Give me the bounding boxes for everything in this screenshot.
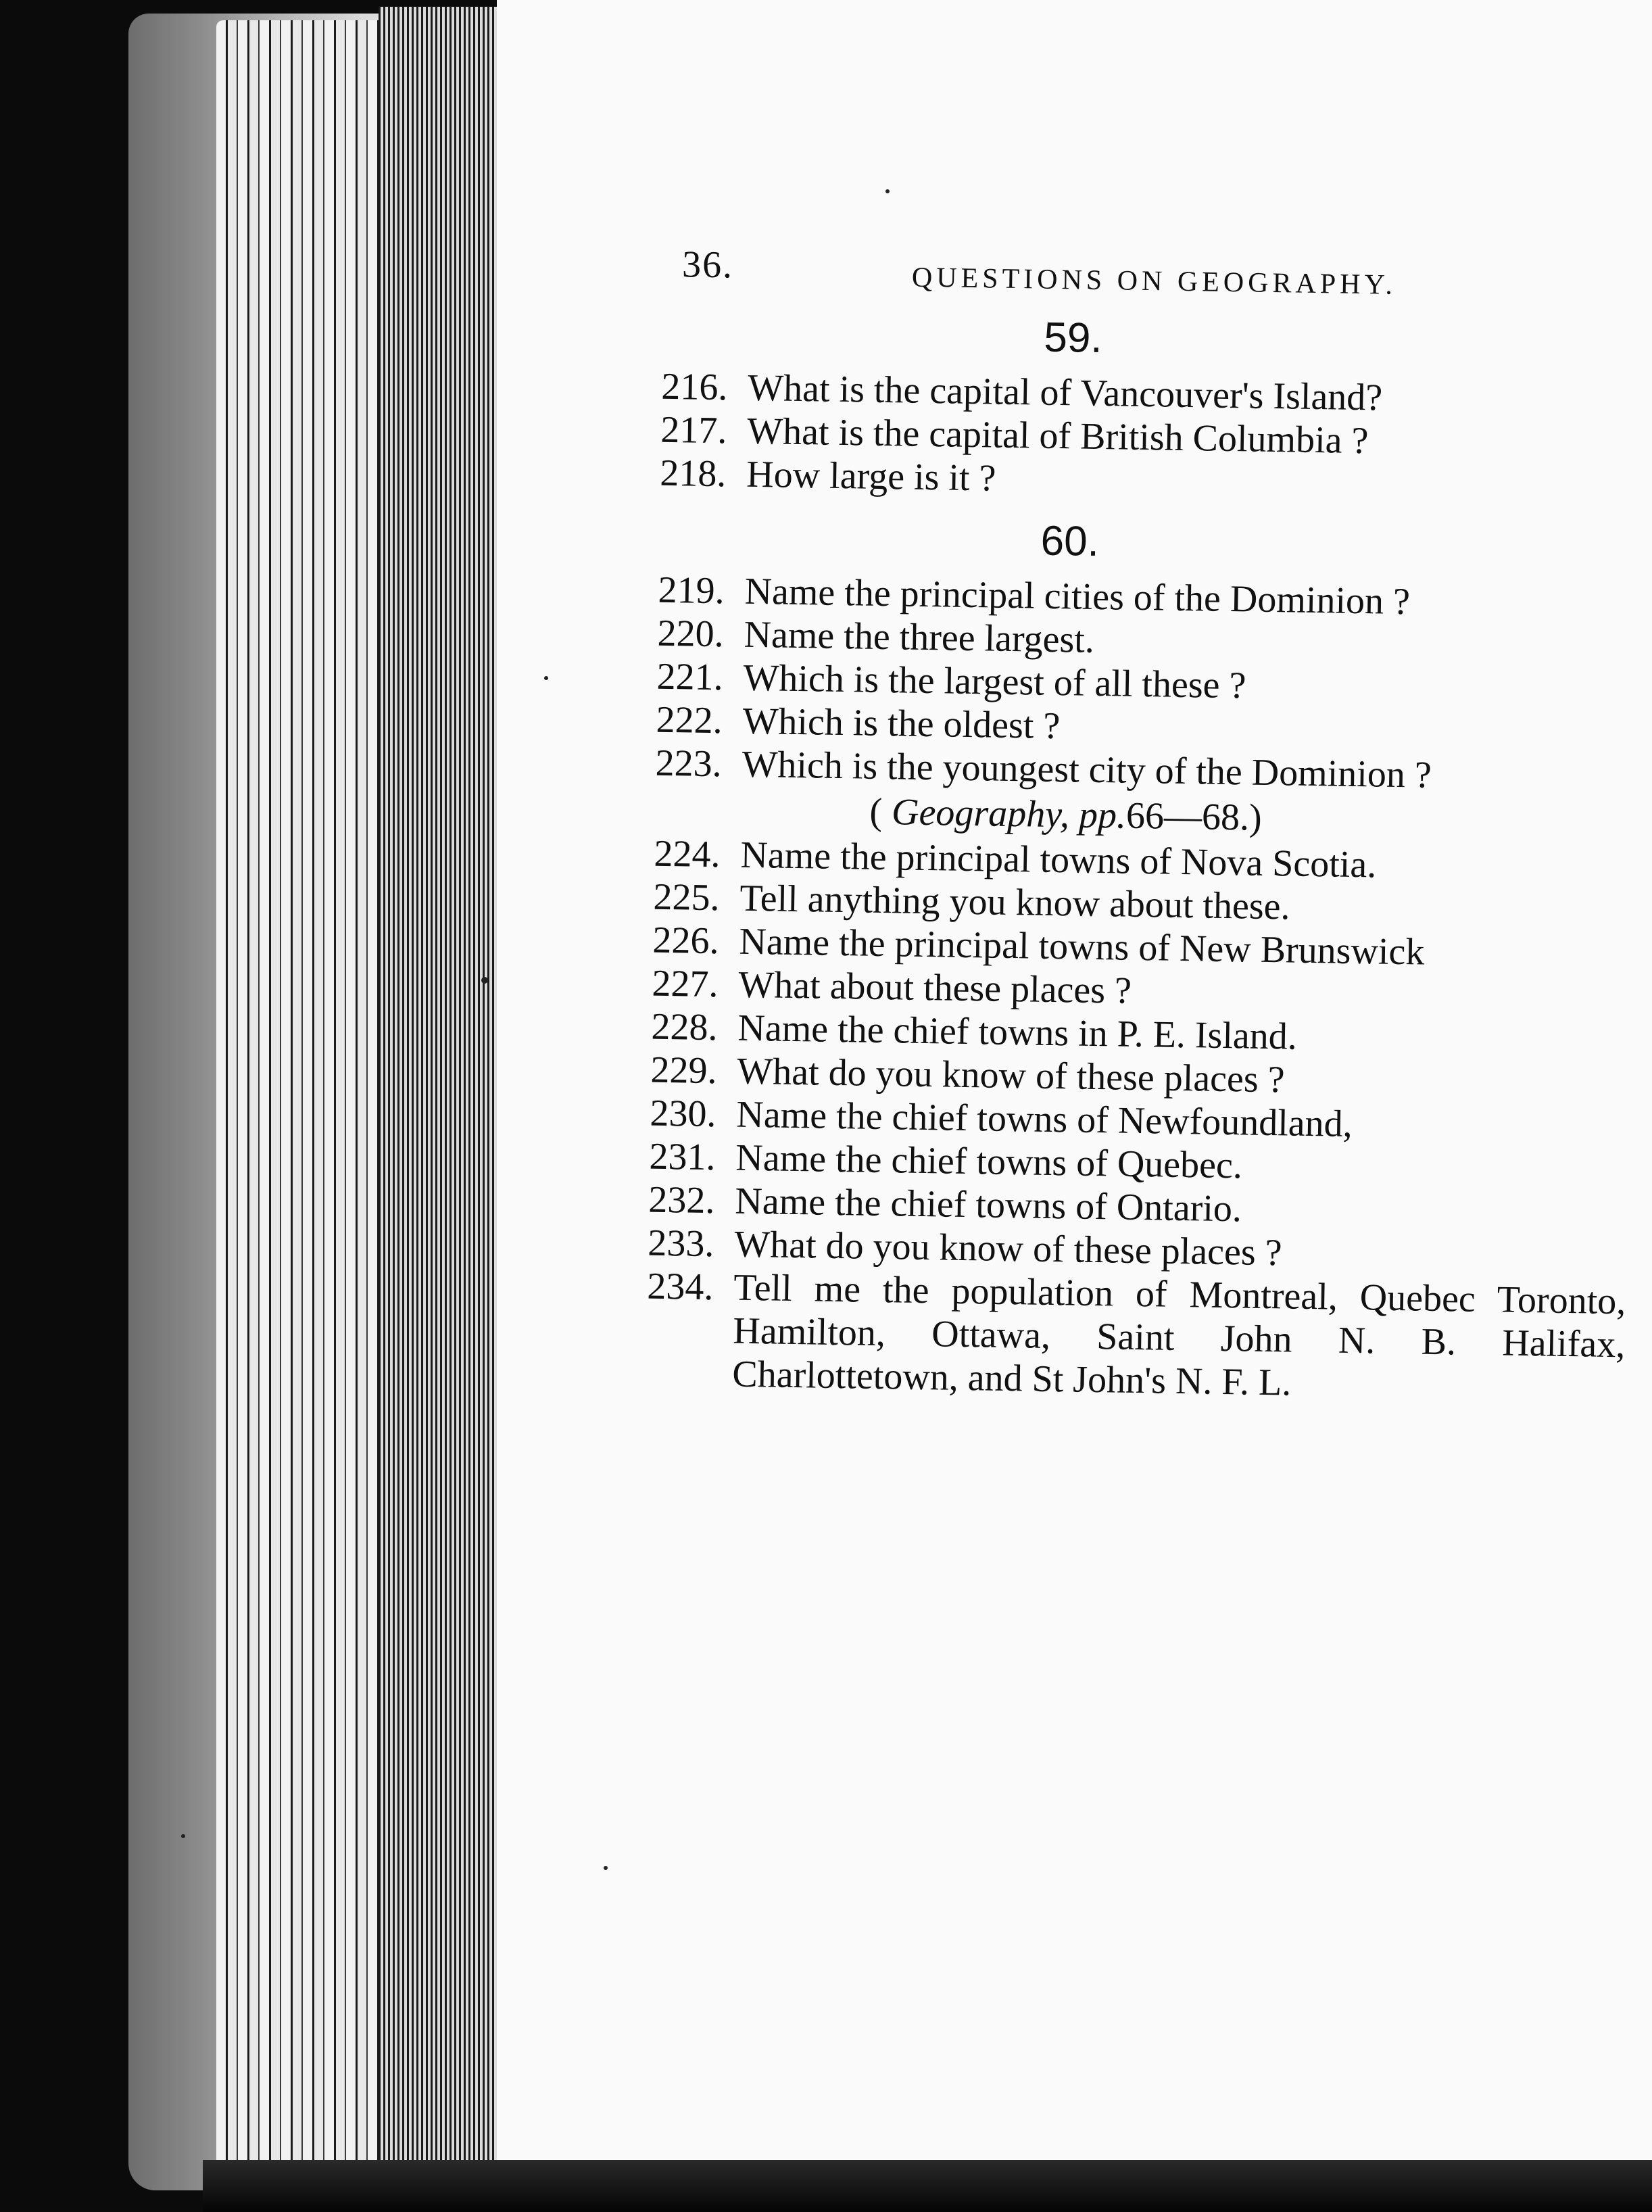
question-text: Tell me the population of Montreal, Quebec Toronto, Hamilton, Ottawa, Saint John N. B. Halifax, Charlottetown, and St John's N. F. L. [731,1266,1626,1404]
reference-pages: 66—68.) [1125,794,1263,839]
question-number: 226. [652,919,719,963]
question-number: 228. [651,1005,718,1049]
question-text: Name the chief towns in P. E. Island. [737,1007,1298,1058]
question-number: 233. [647,1222,714,1266]
question-number: 234. [646,1265,714,1309]
question-text: What do you know of these places ? [736,1050,1286,1101]
text-block [610,230,1643,1410]
question-text: Name the principal cities of the Dominion ? [744,570,1411,623]
question-number: 224. [654,832,721,876]
question-text: Name the principal towns of New Brunswick [738,920,1425,973]
question-text: Name the chief towns of Ontario. [734,1180,1242,1230]
question-text: Name the three largest. [744,613,1095,661]
question-number: 216. [660,365,728,409]
question-text: Name the principal towns of Nova Scotia. [740,834,1377,886]
page-edges-dense [379,7,500,2177]
page-number: 36. [681,243,734,287]
question-line [610,1264,1626,1410]
section-number: 60. [1040,517,1100,565]
question-text: Which is the largest of all these ? [743,656,1246,707]
question-number: 230. [649,1092,716,1136]
reference-work: Geography, pp. [891,791,1127,837]
question-text: Which is the oldest ? [742,700,1061,748]
question-text: Which is the youngest city of the Dominion ? [742,743,1432,796]
question-number: 221. [656,655,724,699]
section-number: 59. [1043,314,1103,362]
question-text: What is the capital of Vancouver's Island? [747,366,1383,419]
question-number: 218. [659,452,727,496]
question-number: 219. [658,569,725,612]
question-text: What is the capital of British Columbia ? [746,410,1369,462]
ink-speck [181,1834,185,1838]
question-number: 229. [650,1049,717,1092]
question-text: Tell anything you know about these. [739,877,1291,928]
question-number: 232. [648,1178,715,1222]
question-text: Name the chief towns of Newfoundland, [735,1093,1353,1145]
question-text: How large is it ? [746,453,996,500]
ink-speck [604,1866,608,1870]
ink-speck [544,676,548,680]
question-number: 227. [652,962,719,1006]
question-number: 220. [657,612,725,656]
reference-open: ( [869,790,892,834]
question-number: 231. [648,1135,716,1179]
ink-speck [885,189,890,193]
question-text: What do you know of these places ? [733,1223,1283,1274]
page-title: QUESTIONS ON GEOGRAPHY. [911,262,1397,301]
scan-bottom-edge [203,2160,1652,2212]
question-text: What about these places ? [737,963,1132,1012]
question-number: 223. [655,742,723,786]
question-number: 217. [660,408,727,452]
question-number: 222. [656,698,723,742]
question-number: 225. [653,875,720,919]
question-text: Name the chief towns of Quebec. [735,1136,1243,1187]
ink-speck [481,977,488,984]
